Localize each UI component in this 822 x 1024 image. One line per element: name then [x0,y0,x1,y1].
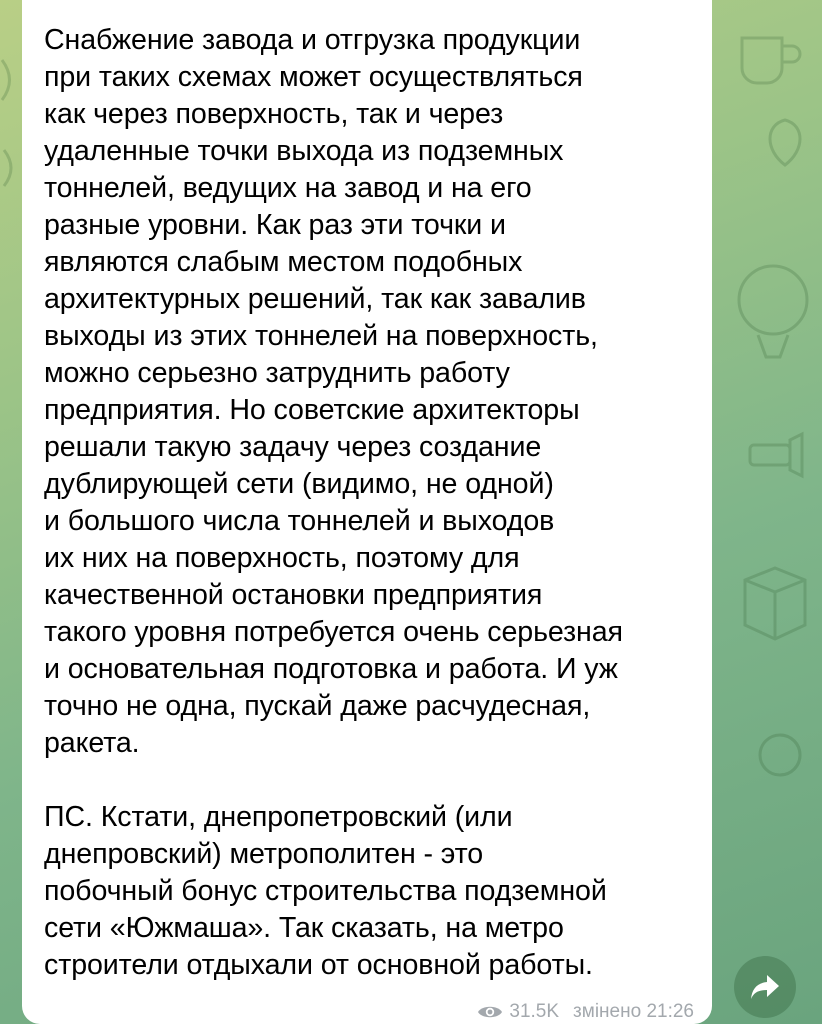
doodle-candy-icon [745,720,815,790]
doodle-flashlight-icon [740,420,810,490]
doodle-strawberry-icon [760,110,810,170]
doodle-box-icon [735,560,815,650]
doodle-balloon-icon [728,260,818,370]
message-text-paragraph-1: Снабжение завода и отгрузка продукции при таких схемах может осуществляться как через поверхность, так и через удаленные точки выхода из подземных тоннелей, ведущих на завод и на его разные уровни. Как раз эти точки и являются слабым местом подобных архитектурных решений, так как завалив выходы из этих тоннелей на поверхность, можно серьезно затруднить работу предприятия. Но советские архитекторы решали такую задачу через создание дублирующей сети (видимо, не одной) и большого числа тоннелей и выходов их них на поверхность, поэтому для качественной остановки предприятия такого уровня потребуется очень серьезная и основательная подготовка и работа. И уж точно не одна, пускай даже расчудесная, ракета. [44,24,623,759]
eye-icon [477,1003,503,1021]
message-text-paragraph-2: ПС. Кстати, днепропетровский (или днепровский) метрополитен - это побочный бонус строительства подземной сети «Южмаша». Так сказать, на метро строители отдыхали от основной работы. [44,801,607,981]
doodle-cup-icon [732,18,812,98]
views-count: 31.5K [509,1001,560,1022]
share-arrow-icon [750,974,780,1000]
message-meta [477,1001,694,1023]
share-button[interactable] [734,956,796,1018]
message-bubble[interactable] [22,0,712,1024]
edited-timestamp: змінено 21:26 [573,1001,694,1022]
doodle-left-edge-icon [0,40,22,240]
